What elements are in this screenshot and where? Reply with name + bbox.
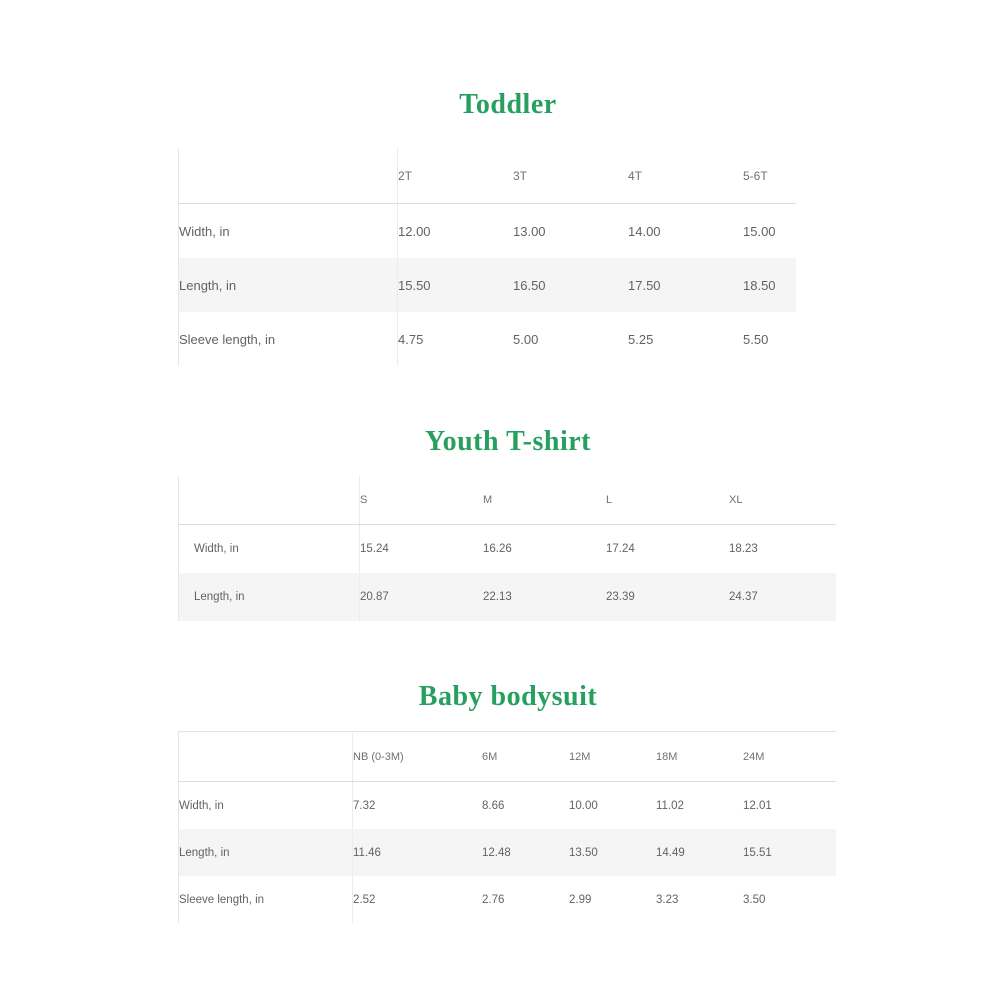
column-header-5-6t: 5-6T bbox=[743, 148, 796, 204]
section-title-toddler: Toddler bbox=[459, 89, 557, 120]
size-value: 11.46 bbox=[353, 846, 381, 859]
size-value: 16.26 bbox=[483, 543, 512, 555]
table-row-sleeve-length-in bbox=[179, 312, 797, 366]
row-label: Width, in bbox=[179, 525, 360, 574]
table-row-sleeve-length-in bbox=[179, 876, 837, 923]
column-header-4t: 4T bbox=[628, 148, 743, 204]
column-header-24m: 24M bbox=[743, 732, 836, 782]
section-toddler bbox=[178, 87, 838, 366]
column-header-18m: 18M bbox=[656, 732, 743, 782]
table-row-width-in bbox=[179, 782, 837, 830]
column-header-s: S bbox=[360, 476, 484, 525]
size-table-youth-t-shirt bbox=[178, 476, 836, 621]
size-value: 13.00 bbox=[513, 223, 546, 239]
size-value: 13.50 bbox=[569, 846, 598, 859]
size-value: 17.24 bbox=[606, 543, 635, 555]
size-chart-page bbox=[178, 0, 838, 923]
header-row bbox=[179, 148, 797, 204]
size-value: 3.50 bbox=[743, 893, 766, 906]
size-value: 17.50 bbox=[628, 277, 661, 293]
header-row bbox=[179, 476, 837, 525]
size-value: 10.00 bbox=[569, 799, 598, 812]
size-value: 4.75 bbox=[398, 331, 424, 347]
row-label: Sleeve length, in bbox=[179, 876, 353, 923]
table-row-width-in bbox=[179, 204, 797, 259]
column-header-12m: 12M bbox=[569, 732, 656, 782]
size-value: 15.24 bbox=[360, 543, 389, 555]
size-value: 7.32 bbox=[353, 799, 376, 812]
size-value: 23.39 bbox=[606, 591, 635, 603]
section-title-youth-t-shirt: Youth T-shirt bbox=[424, 426, 591, 457]
size-value: 15.00 bbox=[743, 223, 776, 239]
size-value: 16.50 bbox=[513, 277, 546, 293]
column-header-m: M bbox=[483, 476, 606, 525]
size-value: 18.23 bbox=[729, 543, 758, 555]
size-value: 15.51 bbox=[743, 846, 772, 859]
size-value: 8.66 bbox=[482, 799, 505, 812]
column-header-6m: 6M bbox=[482, 732, 569, 782]
section-youth-t-shirt bbox=[178, 424, 838, 621]
size-value: 3.23 bbox=[656, 893, 679, 906]
size-value: 24.37 bbox=[729, 591, 758, 603]
size-value: 14.00 bbox=[628, 223, 661, 239]
corner-cell bbox=[179, 732, 353, 782]
size-value: 2.76 bbox=[482, 893, 505, 906]
row-label: Width, in bbox=[179, 782, 353, 830]
size-value: 12.01 bbox=[743, 799, 772, 812]
size-table-toddler bbox=[178, 148, 796, 366]
row-label: Width, in bbox=[179, 204, 398, 259]
section-baby-bodysuit bbox=[178, 679, 838, 923]
table-row-length-in bbox=[179, 829, 837, 876]
header-row bbox=[179, 732, 837, 782]
table-row-width-in bbox=[179, 525, 837, 574]
size-value: 15.50 bbox=[398, 277, 431, 293]
row-label: Length, in bbox=[179, 573, 360, 621]
size-value: 5.00 bbox=[513, 331, 539, 347]
size-value: 14.49 bbox=[656, 846, 685, 859]
row-label: Length, in bbox=[179, 258, 398, 312]
row-label: Length, in bbox=[179, 829, 353, 876]
size-value: 22.13 bbox=[483, 591, 512, 603]
column-header-l: L bbox=[606, 476, 729, 525]
size-value: 18.50 bbox=[743, 277, 776, 293]
table-row-length-in bbox=[179, 258, 797, 312]
size-value: 5.25 bbox=[628, 331, 654, 347]
section-title-baby-bodysuit: Baby bodysuit bbox=[418, 681, 598, 712]
column-header-3t: 3T bbox=[513, 148, 628, 204]
size-value: 20.87 bbox=[360, 591, 389, 603]
size-value: 2.99 bbox=[569, 893, 592, 906]
size-value: 2.52 bbox=[353, 893, 376, 906]
column-header-xl: XL bbox=[729, 476, 836, 525]
size-value: 11.02 bbox=[656, 799, 684, 812]
corner-cell bbox=[179, 476, 360, 525]
column-header-nb-0-3m: NB (0-3M) bbox=[353, 732, 483, 782]
table-row-length-in bbox=[179, 573, 837, 621]
corner-cell bbox=[179, 148, 398, 204]
row-label: Sleeve length, in bbox=[179, 312, 398, 366]
size-value: 12.48 bbox=[482, 846, 511, 859]
column-header-2t: 2T bbox=[398, 148, 514, 204]
size-table-baby-bodysuit bbox=[178, 731, 836, 923]
size-value: 12.00 bbox=[398, 223, 431, 239]
size-value: 5.50 bbox=[743, 331, 769, 347]
